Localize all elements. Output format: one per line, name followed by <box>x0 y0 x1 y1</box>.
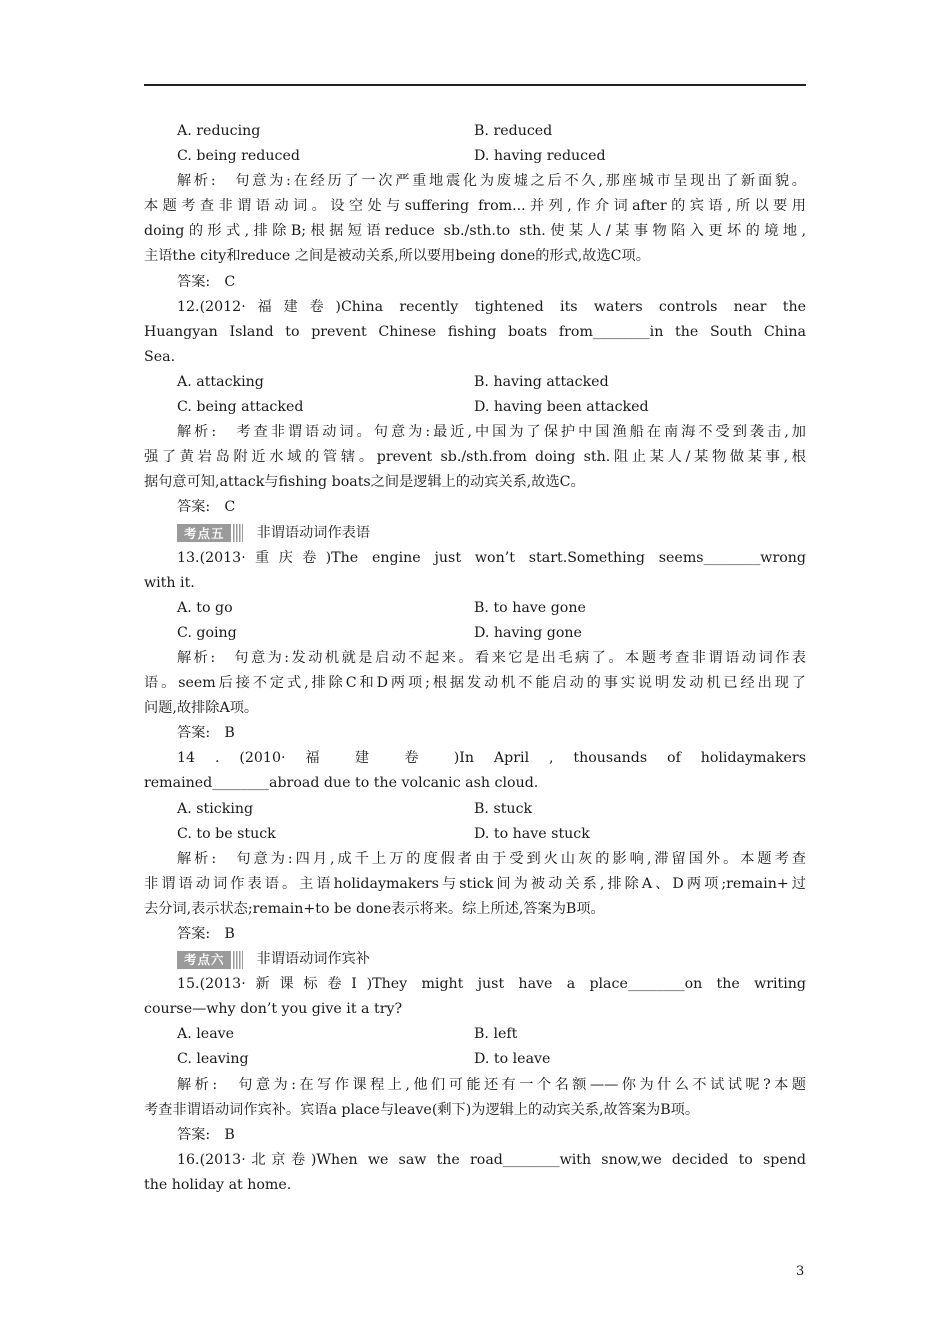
option-row <box>144 395 806 420</box>
text-line: 语。seem后接不定式,排除C和D两项;根据发动机不能启动的事实说明发动机已经出现了 <box>144 675 806 692</box>
option-right: B. to have gone <box>474 599 586 616</box>
option-right: D. to leave <box>474 1051 551 1068</box>
page-number: 3 <box>796 1264 805 1279</box>
option-left: A. sticking <box>177 800 254 817</box>
option-row <box>144 596 806 621</box>
text-line: 12.(2012·福建卷)China recently tightened its waters controls near the <box>177 298 806 315</box>
text-line: 答案: B <box>177 1126 235 1143</box>
option-row <box>144 370 806 395</box>
text-line: 解析: 考查非谓语动词。句意为:最近,中国为了保护中国渔船在南海不受到袭击,加 <box>177 424 806 441</box>
option-left: A. reducing <box>177 123 261 139</box>
text-line: 答案: C <box>177 273 236 290</box>
text-line: 解析: 句意为:四月,成千上万的度假者由于受到火山灰的影响,滞留国外。本题考查 <box>177 850 806 867</box>
option-left: C. being reduced <box>177 148 300 165</box>
text-line: 15.(2013·新课标卷Ⅰ)They might just have a place________on the writing <box>177 976 806 993</box>
text-line: 答案: C <box>177 499 236 516</box>
text-line: 考查非谓语动词作宾补。宾语a place与leave(剩下)为逻辑上的动宾关系,故答案为B项。 <box>144 1101 700 1118</box>
option-row <box>144 1047 806 1072</box>
text-line: 解析: 句意为:发动机就是启动不起来。看来它是出毛病了。本题考查非谓语动词作表 <box>177 649 806 666</box>
text-line: 问题,故排除A项。 <box>144 700 259 717</box>
section-title: 非谓语动词作宾补 <box>256 951 371 968</box>
option-right: D. having reduced <box>474 148 606 165</box>
option-row <box>144 822 806 847</box>
option-left: A. to go <box>177 599 233 616</box>
badge-stripes-icon <box>233 524 243 542</box>
text-line: Huangyan Island to prevent Chinese fishing boats from________in the South China <box>144 323 806 340</box>
text-line: 本题考查非谓语动词。设空处与suffering from...并列,作介词after的宾语,所以要用 <box>144 198 806 215</box>
header-rule <box>144 84 806 86</box>
option-row <box>144 144 806 169</box>
text-line: 14 . (2010· 福 建 卷 )In April , thousands of holidaymakers <box>177 750 806 767</box>
option-row <box>144 1022 806 1047</box>
section-heading <box>144 521 806 546</box>
text-line: 强了黄岩岛附近水域的管辖。prevent sb./sth.from doing sth.阻止某人/某物做某事,根 <box>144 449 806 466</box>
section-heading <box>144 947 806 972</box>
option-row <box>144 797 806 822</box>
text-line: Sea. <box>144 348 176 365</box>
option-left: C. being attacked <box>177 399 304 416</box>
badge-stripes-icon <box>233 951 243 969</box>
section-title: 非谓语动词作表语 <box>256 524 371 541</box>
text-line: 去分词,表示状态;remain+to be done表示将来。综上所述,答案为B项。 <box>144 900 605 917</box>
option-right: D. to have stuck <box>474 825 590 842</box>
text-line: 13.(2013·重庆卷)The engine just won’t start.Something seems________wrong <box>177 549 806 566</box>
text-line: remained________abroad due to the volcanic ash cloud. <box>144 775 539 792</box>
option-left: C. to be stuck <box>177 825 276 842</box>
section-label-badge: 考点六 <box>177 951 231 969</box>
option-left: C. going <box>177 624 237 641</box>
text-line: 16.(2013·北京卷)When we saw the road________with snow,we decided to spend <box>177 1151 806 1168</box>
option-right: D. having gone <box>474 624 582 641</box>
text-line: 答案: B <box>177 725 235 742</box>
option-right: B. reduced <box>474 123 553 139</box>
option-right: B. left <box>474 1026 518 1043</box>
text-line: 答案: B <box>177 926 235 942</box>
text-line: 据句意可知,attack与fishing boats之间是逻辑上的动宾关系,故选C。 <box>144 474 585 491</box>
section-label-badge: 考点五 <box>177 524 231 542</box>
option-row <box>144 119 806 144</box>
document-body <box>144 119 806 1198</box>
text-line: 解析: 句意为:在经历了一次严重地震化为废墟之后不久,那座城市呈现出了新面貌。 <box>177 173 806 190</box>
text-line: with it. <box>144 574 195 591</box>
option-right: D. having been attacked <box>474 399 649 416</box>
text-line: 解析: 句意为:在写作课程上,他们可能还有一个名额——你为什么不试试呢?本题 <box>177 1076 806 1093</box>
option-row <box>144 621 806 646</box>
text-line: doing的形式,排除B;根据短语reduce sb./sth.to sth.使某人/某事物陷入更坏的境地, <box>144 223 806 240</box>
option-left: A. attacking <box>177 373 264 390</box>
option-right: B. stuck <box>474 800 533 817</box>
option-left: A. leave <box>177 1026 235 1043</box>
option-right: B. having attacked <box>474 373 609 390</box>
text-line: the holiday at home. <box>144 1176 292 1193</box>
text-line: 主语the city和reduce 之间是被动关系,所以要用being done的形式,故选C项。 <box>144 248 650 265</box>
option-left: C. leaving <box>177 1051 249 1068</box>
text-line: course—why don’t you give it a try? <box>144 1001 403 1018</box>
text-line: 非谓语动词作表语。主语holidaymakers与stick间为被动关系,排除A、D两项;remain+过 <box>144 875 806 892</box>
